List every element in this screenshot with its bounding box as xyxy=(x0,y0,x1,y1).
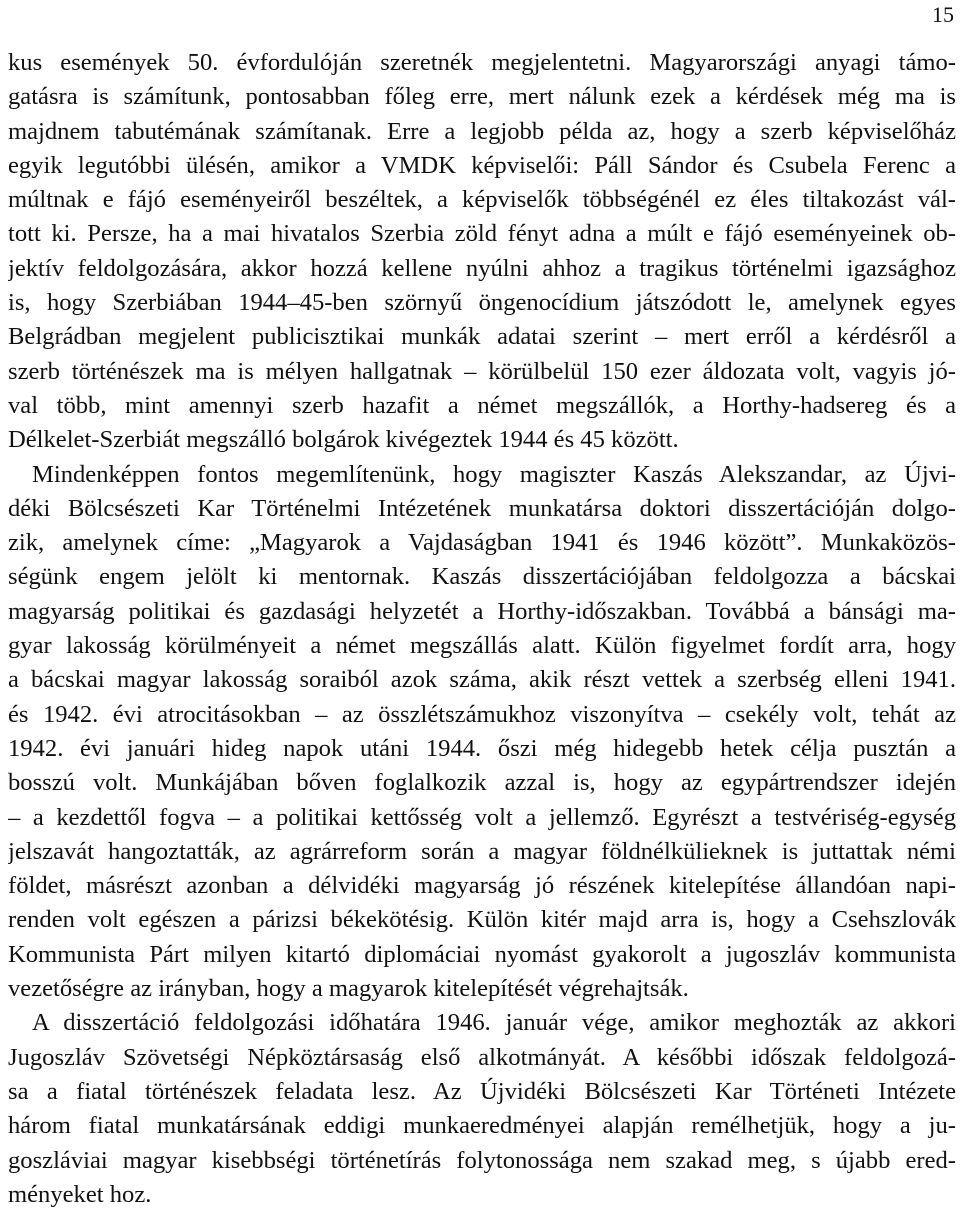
text-line: zik, amelynek címe: „Magyarok a Vajdaságban 1941 és 1946 között”. Munkaközös- xyxy=(8,529,956,557)
paragraph-start-line: A disszertáció feldolgozási időhatára 1946. január vége, amikor meghozták az akkori xyxy=(32,1009,956,1037)
text-line: is, hogy Szerbiában 1944–45-ben szörnyű öngenocídium játszódott le, amelynek egyes xyxy=(8,289,956,317)
text-line: goszláviai magyar kisebbségi történetírás folytonossága nem szakad meg, s újabb ered- xyxy=(8,1146,956,1174)
paragraph-end-line: vezetőségre az irányban, hogy a magyarok kitelepítését végrehajtsák. xyxy=(8,975,689,1003)
text-line: sa a fiatal történészek feladata lesz. Az Újvidéki Bölcsészeti Kar Történeti Intézete xyxy=(8,1077,956,1105)
text-line: déki Bölcsészeti Kar Történelmi Intézetének munkatársa doktori disszertációján dolgo- xyxy=(8,494,956,522)
text-line: val több, mint amennyi szerb hazafit a német megszállók, a Horthy-hadsereg és a xyxy=(8,391,956,419)
text-line: – a kezdettől fogva – a politikai kettősség volt a jellemző. Egyrészt a testvériség-egység xyxy=(8,803,956,831)
text-line: és 1942. évi atrocitásokban – az összlétszámukhoz viszonyítva – csekély volt, tehát az xyxy=(8,700,956,728)
text-line: tott ki. Persze, ha a mai hivatalos Szerbia zöld fényt adna a múlt e fájó eseményeinek ob- xyxy=(8,220,956,248)
text-line: jektív feldolgozására, akkor hozzá kellene nyúlni ahhoz a tragikus történelmi igazsághoz xyxy=(8,254,956,282)
text-line: gatásra is számítunk, pontosabban főleg erre, mert nálunk ezek a kérdések még ma is xyxy=(8,83,956,111)
text-line: 1942. évi januári hideg napok utáni 1944. őszi még hidegebb hetek célja pusztán a xyxy=(8,734,956,762)
text-line: három fiatal munkatársának eddigi munkaeredményei alapján remélhetjük, hogy a ju- xyxy=(8,1112,956,1140)
text-line: gyar lakosság körülményeit a német megszállás alatt. Külön figyelmet fordít arra, hogy xyxy=(8,632,956,660)
text-line: múltnak e fájó eseményeiről beszéltek, a képviselők többségénél ez éles tiltakozást vál- xyxy=(8,186,956,214)
text-line: jelszavát hangoztatták, az agrárreform során a magyar földnélkülieknek is juttattak némi xyxy=(8,837,956,865)
text-line: kus események 50. évfordulóján szeretnék megjelentetni. Magyarországi anyagi támo- xyxy=(8,49,956,76)
body-text xyxy=(8,46,956,1212)
paragraph-end-line: Délkelet-Szerbiát megszálló bolgárok kivégeztek 1944 és 45 között. xyxy=(8,426,679,454)
text-line: a bácskai magyar lakosság soraiból azok száma, akik részt vettek a szerbség elleni 1941. xyxy=(8,666,956,694)
text-line: szerb történészek ma is mélyen hallgatnak – körülbelül 150 ezer áldozata volt, vagyis jó- xyxy=(8,357,956,385)
text-line: egyik legutóbbi ülésén, amikor a VMDK képviselői: Páll Sándor és Csubela Ferenc a xyxy=(8,151,956,179)
text-line: Kommunista Párt milyen kitartó diplomáciai nyomást gyakorolt a jugoszláv kommunista xyxy=(8,940,956,968)
text-line: Jugoszláv Szövetségi Népköztársaság első alkotmányát. A későbbi időszak feldolgozá- xyxy=(8,1043,956,1071)
text-line: majdnem tabutémának számítanak. Erre a legjobb példa az, hogy a szerb képviselőház xyxy=(8,117,956,145)
text-line: renden volt egészen a párizsi békekötésig. Külön kitér majd arra is, hogy a Csehszlovák xyxy=(8,906,956,934)
text-line: földet, másrészt azonban a délvidéki magyarság jó részének kitelepítése állandóan napi- xyxy=(8,872,956,900)
page-number: 15 xyxy=(932,2,954,27)
text-line: magyarság politikai és gazdasági helyzetét a Horthy-időszakban. Továbbá a bánsági ma- xyxy=(8,597,956,625)
text-line: bosszú volt. Munkájában bőven foglalkozik azzal is, hogy az egypártrendszer idején xyxy=(8,769,956,797)
paragraph-end-line: ményeket hoz. xyxy=(8,1180,152,1208)
paragraph-start-line: Mindenképpen fontos megemlítenünk, hogy magiszter Kaszás Alekszandar, az Újvi- xyxy=(32,460,956,488)
text-line: Belgrádban megjelent publicisztikai munkák adatai szerint – mert erről a kérdésről a xyxy=(8,323,956,351)
text-line: ségünk engem jelölt ki mentornak. Kaszás disszertációjában feldolgozza a bácskai xyxy=(8,563,956,591)
